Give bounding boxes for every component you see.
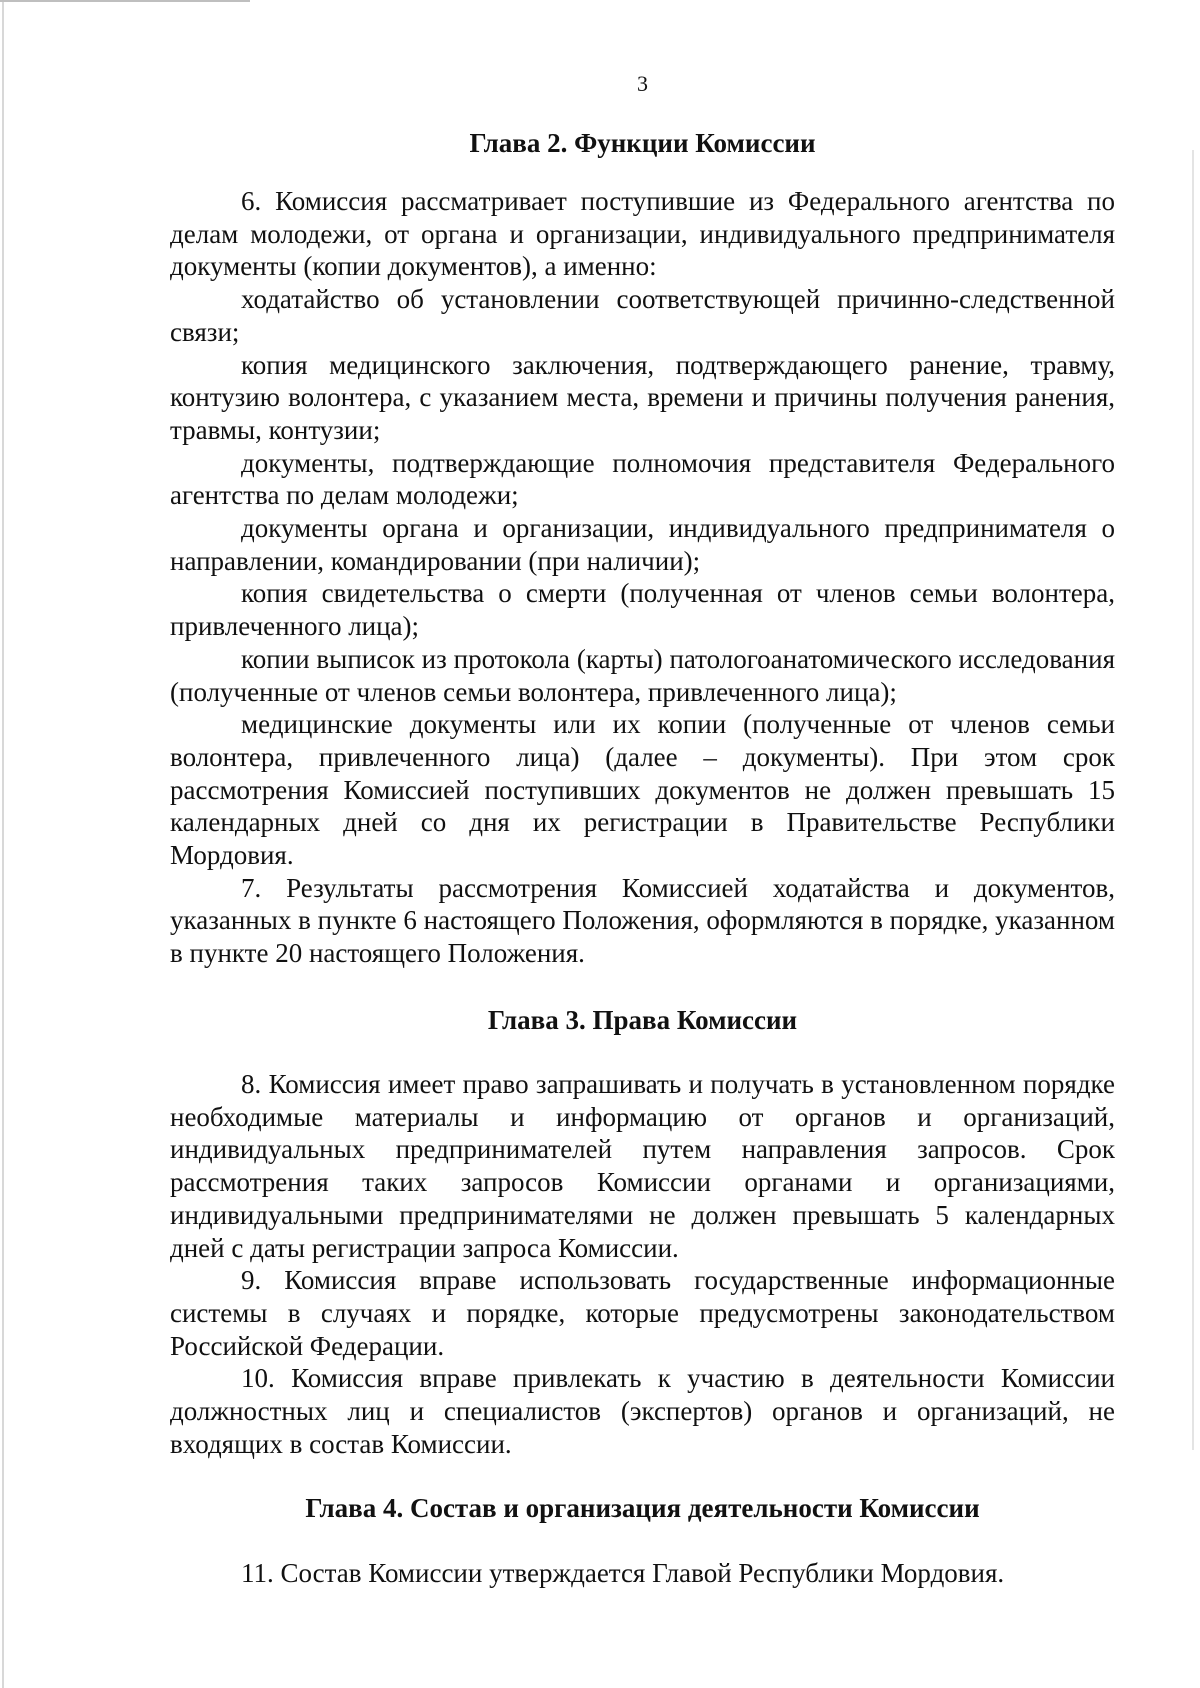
scan-left-edge (2, 0, 4, 1688)
paragraph-10: 10. Комиссия вправе привлекать к участию в деятельности Комиссии должностных лиц и специалистов (экспертов) органов и организаций, не входящих в состав Комиссии. (170, 1363, 1115, 1459)
chapter-2-body (170, 185, 1115, 970)
paragraph-6-item-medical-conclusion: копия медицинского заключения, подтверждающего ранение, травму, контузию волонтера, с указанием места, времени и причины получения ранения, травмы, контузии; (170, 349, 1115, 445)
chapter-3-body (170, 1068, 1115, 1460)
paragraph-6-item-petition: ходатайство об установлении соответствующей причинно-следственной связи; (170, 284, 1115, 347)
paragraph-6-item-death-certificate: копия свидетельства о смерти (полученная от членов семьи волонтера, привлеченного лица); (170, 578, 1115, 642)
paragraph-7: 7. Результаты рассмотрения Комиссией ходатайства и документов, указанных в пункте 6 настоящего Положения, оформляются в порядке, указанном в пункте 20 настоящего Положения. (170, 872, 1115, 969)
paragraph-6-item-autopsy-extracts: копии выписок из протокола (карты) патологоанатомического исследования (полученные от членов семьи волонтера, привлеченного лица); (170, 643, 1115, 707)
paragraph-6: 6. Комиссия рассматривает поступившие из Федерального агентства по делам молодежи, от органа и организации, индивидуального предпринимателя документы (копии документов), а именно: (170, 186, 1115, 282)
page-number: 3 (637, 71, 648, 96)
chapter-4-body (170, 1557, 1115, 1590)
paragraph-6-item-authority-documents: документы, подтверждающие полномочия представителя Федерального агентства по делам молодежи; (170, 447, 1115, 511)
paragraph-9: 9. Комиссия вправе использовать государственные информационные системы в случаях и порядке, которые предусмотрены законодательством Российской Федерации. (170, 1265, 1115, 1361)
chapter-2-heading: Глава 2. Функции Комиссии (469, 128, 816, 158)
paragraph-11: 11. Состав Комиссии утверждается Главой Республики Мордовия. (241, 1558, 1005, 1588)
paragraph-6-item-assignment-documents: документы органа и организации, индивидуального предпринимателя о направлении, командировании (при наличии); (170, 513, 1115, 576)
paragraph-6-item-medical-documents: медицинские документы или их копии (полученные от членов семьи волонтера, привлеченного лица) (далее – документы). При этом срок рассмотрения Комиссией поступивших документов не должен превышать 15 календарных дней со дня их регистрации в Правительстве Республики Мордовия. (170, 709, 1115, 871)
scan-top-edge (0, 0, 250, 2)
scan-right-edge (1192, 150, 1194, 1450)
paragraph-8: 8. Комиссия имеет право запрашивать и получать в установленном порядке необходимые материалы и информацию от органов и организаций, индивидуальных предпринимателей путем направления запросов. Срок рассмотрения таких запросов Комиссии органами и организациями, индивидуальными предпринимателями не должен превышать 5 календарных дней с даты регистрации запроса Комиссии. (170, 1069, 1115, 1263)
chapter-3-heading: Глава 3. Права Комиссии (487, 1005, 798, 1035)
chapter-4-heading: Глава 4. Состав и организация деятельности Комиссии (305, 1493, 980, 1523)
